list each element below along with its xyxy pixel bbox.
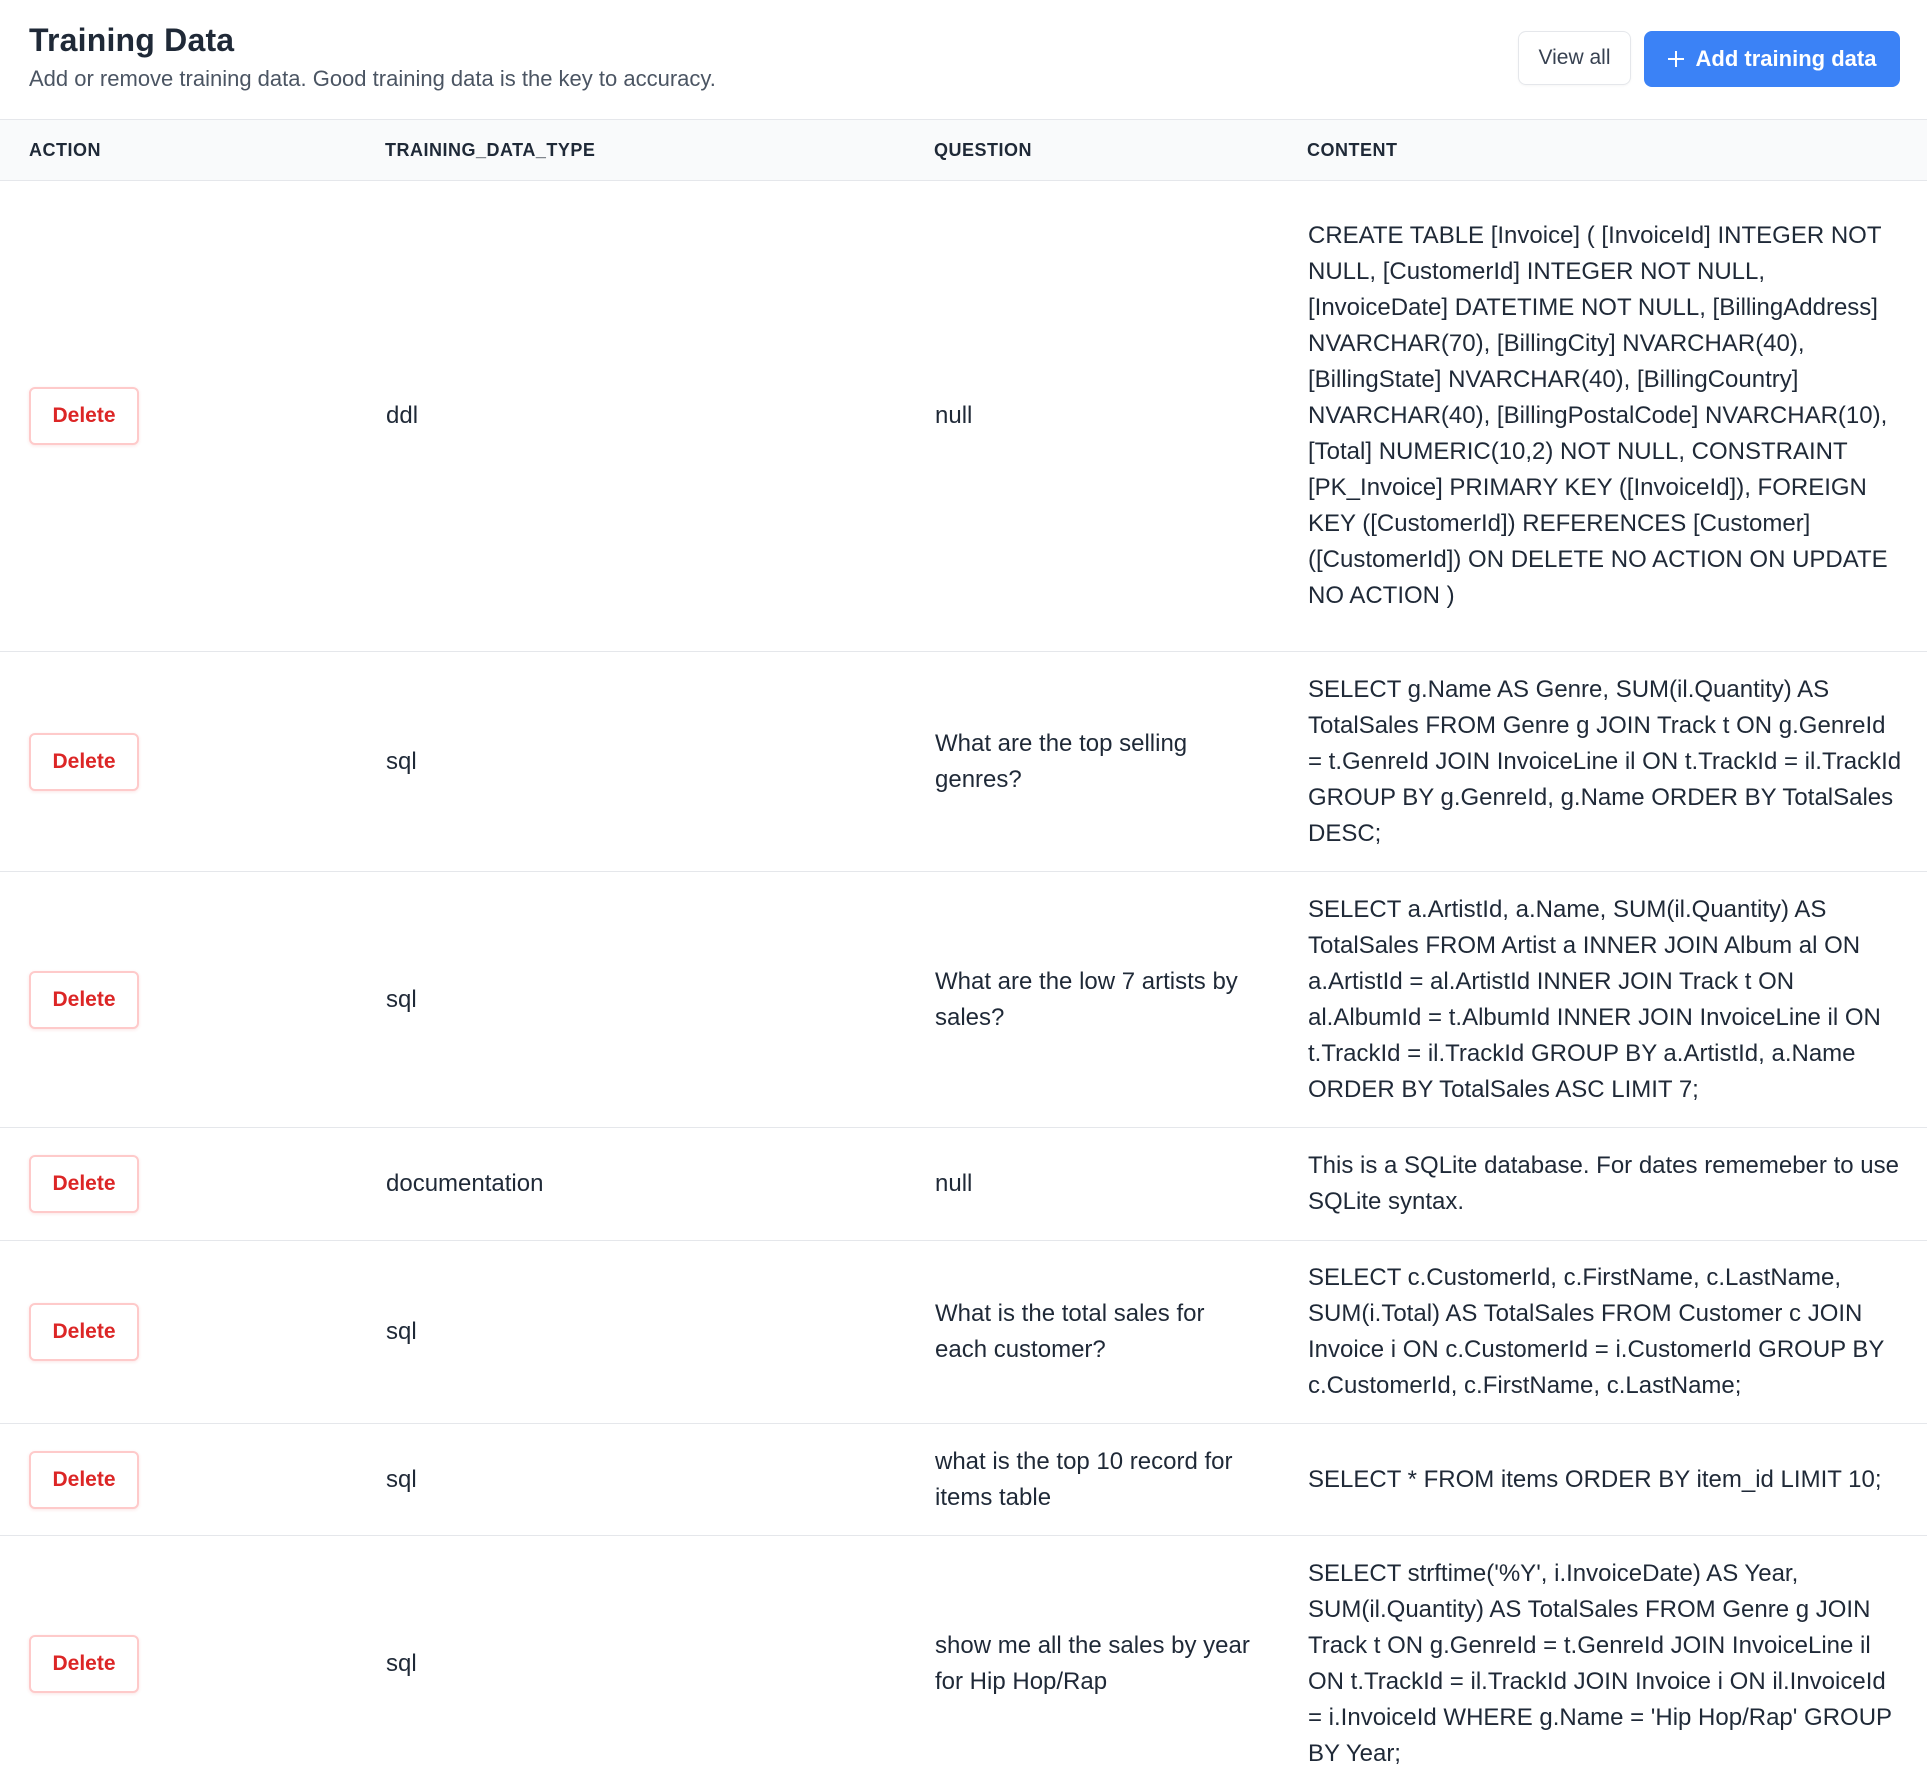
page-subtitle: Add or remove training data. Good training data is the key to accuracy. bbox=[29, 66, 716, 91]
action-cell bbox=[29, 181, 141, 651]
delete-label: Delete bbox=[52, 1467, 116, 1491]
content-text: SELECT a.ArtistId, a.Name, SUM(il.Quantity) AS TotalSales FROM Artist a INNER JOIN Album al ON a.ArtistId = al.ArtistId INNER JOIN Track t ON al.AlbumId = t.AlbumId INNER JOIN InvoiceLine il ON t.TrackId = il.TrackId GROUP BY a.ArtistId, a.Name ORDER BY TotalSales ASC LIMIT 7; bbox=[1308, 895, 1881, 1103]
content-cell bbox=[1308, 181, 1903, 651]
table-row bbox=[0, 1536, 1927, 1780]
content-cell bbox=[1308, 1241, 1903, 1423]
table-row bbox=[0, 652, 1927, 872]
delete-label: Delete bbox=[52, 749, 116, 773]
question-text: show me all the sales by year for Hip Hop/Rap bbox=[935, 1632, 1250, 1695]
page-header bbox=[0, 0, 1927, 120]
delete-button[interactable] bbox=[29, 1635, 139, 1693]
delete-button[interactable] bbox=[29, 387, 139, 445]
content-text: SELECT g.Name AS Genre, SUM(il.Quantity) AS TotalSales FROM Genre g JOIN Track t ON g.GenreId = t.GenreId JOIN InvoiceLine il ON t.TrackId = il.TrackId GROUP BY g.GenreId, g.Name ORDER BY TotalSales DESC; bbox=[1308, 675, 1902, 847]
content-text: SELECT * FROM items ORDER BY item_id LIMIT 10; bbox=[1308, 1465, 1882, 1493]
delete-button[interactable] bbox=[29, 1155, 139, 1213]
column-header-training-data-type: TRAINING_DATA_TYPE bbox=[385, 140, 596, 160]
action-cell bbox=[29, 1128, 141, 1240]
question-cell bbox=[935, 652, 1255, 871]
add-training-data-label: Add training data bbox=[1695, 46, 1877, 71]
content-cell bbox=[1308, 1128, 1903, 1240]
question-cell bbox=[935, 1536, 1255, 1780]
question-text: what is the top 10 record for items table bbox=[935, 1447, 1233, 1511]
question-cell bbox=[935, 872, 1255, 1127]
question-cell bbox=[935, 181, 1255, 651]
table-row bbox=[0, 181, 1927, 652]
column-header-action: ACTION bbox=[29, 140, 101, 160]
column-header-content: CONTENT bbox=[1307, 140, 1398, 160]
table-row bbox=[0, 1241, 1927, 1424]
question-text: null bbox=[935, 1170, 973, 1197]
content-cell bbox=[1308, 652, 1903, 871]
delete-label: Delete bbox=[52, 404, 116, 427]
type-cell: ddl bbox=[386, 402, 419, 429]
content-cell bbox=[1308, 1424, 1903, 1535]
column-header-question: QUESTION bbox=[934, 140, 1033, 160]
delete-label: Delete bbox=[52, 1652, 116, 1675]
add-training-data-button[interactable] bbox=[1644, 31, 1900, 87]
content-text: SELECT c.CustomerId, c.FirstName, c.LastName, SUM(i.Total) AS TotalSales FROM Customer c JOIN Invoice i ON c.CustomerId = i.CustomerId GROUP BY c.CustomerId, c.FirstName, c.LastName; bbox=[1308, 1264, 1884, 1399]
delete-button[interactable] bbox=[29, 1451, 139, 1509]
plus-icon bbox=[1668, 51, 1684, 67]
question-cell bbox=[935, 1424, 1255, 1535]
delete-label: Delete bbox=[52, 1172, 116, 1195]
action-cell bbox=[29, 652, 141, 871]
action-cell bbox=[29, 1536, 141, 1780]
question-text: What is the total sales for each customer? bbox=[935, 1300, 1205, 1363]
type-cell: sql bbox=[386, 1465, 417, 1493]
action-cell bbox=[29, 872, 141, 1127]
table-header bbox=[0, 120, 1927, 181]
content-text: CREATE TABLE [Invoice] ( [InvoiceId] INTEGER NOT NULL, [CustomerId] INTEGER NOT NULL, [InvoiceDate] DATETIME NOT NULL, [BillingAddress] NVARCHAR(70), [BillingCity] NVARCHAR(40), [BillingState] NVARCHAR(40), [BillingCountry] NVARCHAR(40), [BillingPostalCode] NVARCHAR(10), [Total] NUMERIC(10,2) NOT NULL, CONSTRAINT [PK_Invoice] PRIMARY KEY ([InvoiceId]), FOREIGN KEY ([CustomerId]) REFERENCES [Customer] ([CustomerId]) ON DELETE NO ACTION ON UPDATE NO ACTION ) bbox=[1308, 222, 1888, 609]
delete-label: Delete bbox=[52, 1320, 116, 1343]
content-cell bbox=[1308, 1536, 1903, 1780]
view-all-button[interactable] bbox=[1518, 31, 1631, 85]
delete-button[interactable] bbox=[29, 1303, 139, 1361]
content-text: SELECT strftime('%Y', i.InvoiceDate) AS Year, SUM(il.Quantity) AS TotalSales FROM Genre g JOIN Track t ON g.GenreId = t.GenreId JOIN InvoiceLine il ON t.TrackId = il.TrackId JOIN Invoice i ON il.InvoiceId = i.InvoiceId WHERE g.Name = 'Hip Hop/Rap' GROUP BY Year; bbox=[1308, 1560, 1892, 1767]
question-text: What are the low 7 artists by sales? bbox=[935, 967, 1238, 1031]
delete-button[interactable] bbox=[29, 733, 139, 791]
delete-label: Delete bbox=[52, 987, 116, 1011]
content-cell bbox=[1308, 872, 1903, 1127]
question-cell bbox=[935, 1241, 1255, 1423]
view-all-label: View all bbox=[1538, 46, 1611, 69]
table-row bbox=[0, 1424, 1927, 1536]
type-cell: sql bbox=[386, 1650, 417, 1677]
question-text: What are the top selling genres? bbox=[935, 729, 1188, 793]
table-row bbox=[0, 872, 1927, 1128]
table-row bbox=[0, 1128, 1927, 1241]
delete-button[interactable] bbox=[29, 971, 139, 1029]
question-cell bbox=[935, 1128, 1255, 1240]
training-data-table bbox=[0, 120, 1927, 1780]
type-cell: sql bbox=[386, 985, 417, 1013]
type-cell: sql bbox=[386, 1318, 417, 1345]
content-text: This is a SQLite database. For dates rememeber to use SQLite syntax. bbox=[1308, 1152, 1899, 1215]
page-title: Training Data bbox=[29, 22, 235, 58]
action-cell bbox=[29, 1241, 141, 1423]
action-cell bbox=[29, 1424, 141, 1535]
question-text: null bbox=[935, 402, 973, 429]
type-cell: documentation bbox=[386, 1170, 544, 1197]
type-cell: sql bbox=[386, 747, 417, 775]
